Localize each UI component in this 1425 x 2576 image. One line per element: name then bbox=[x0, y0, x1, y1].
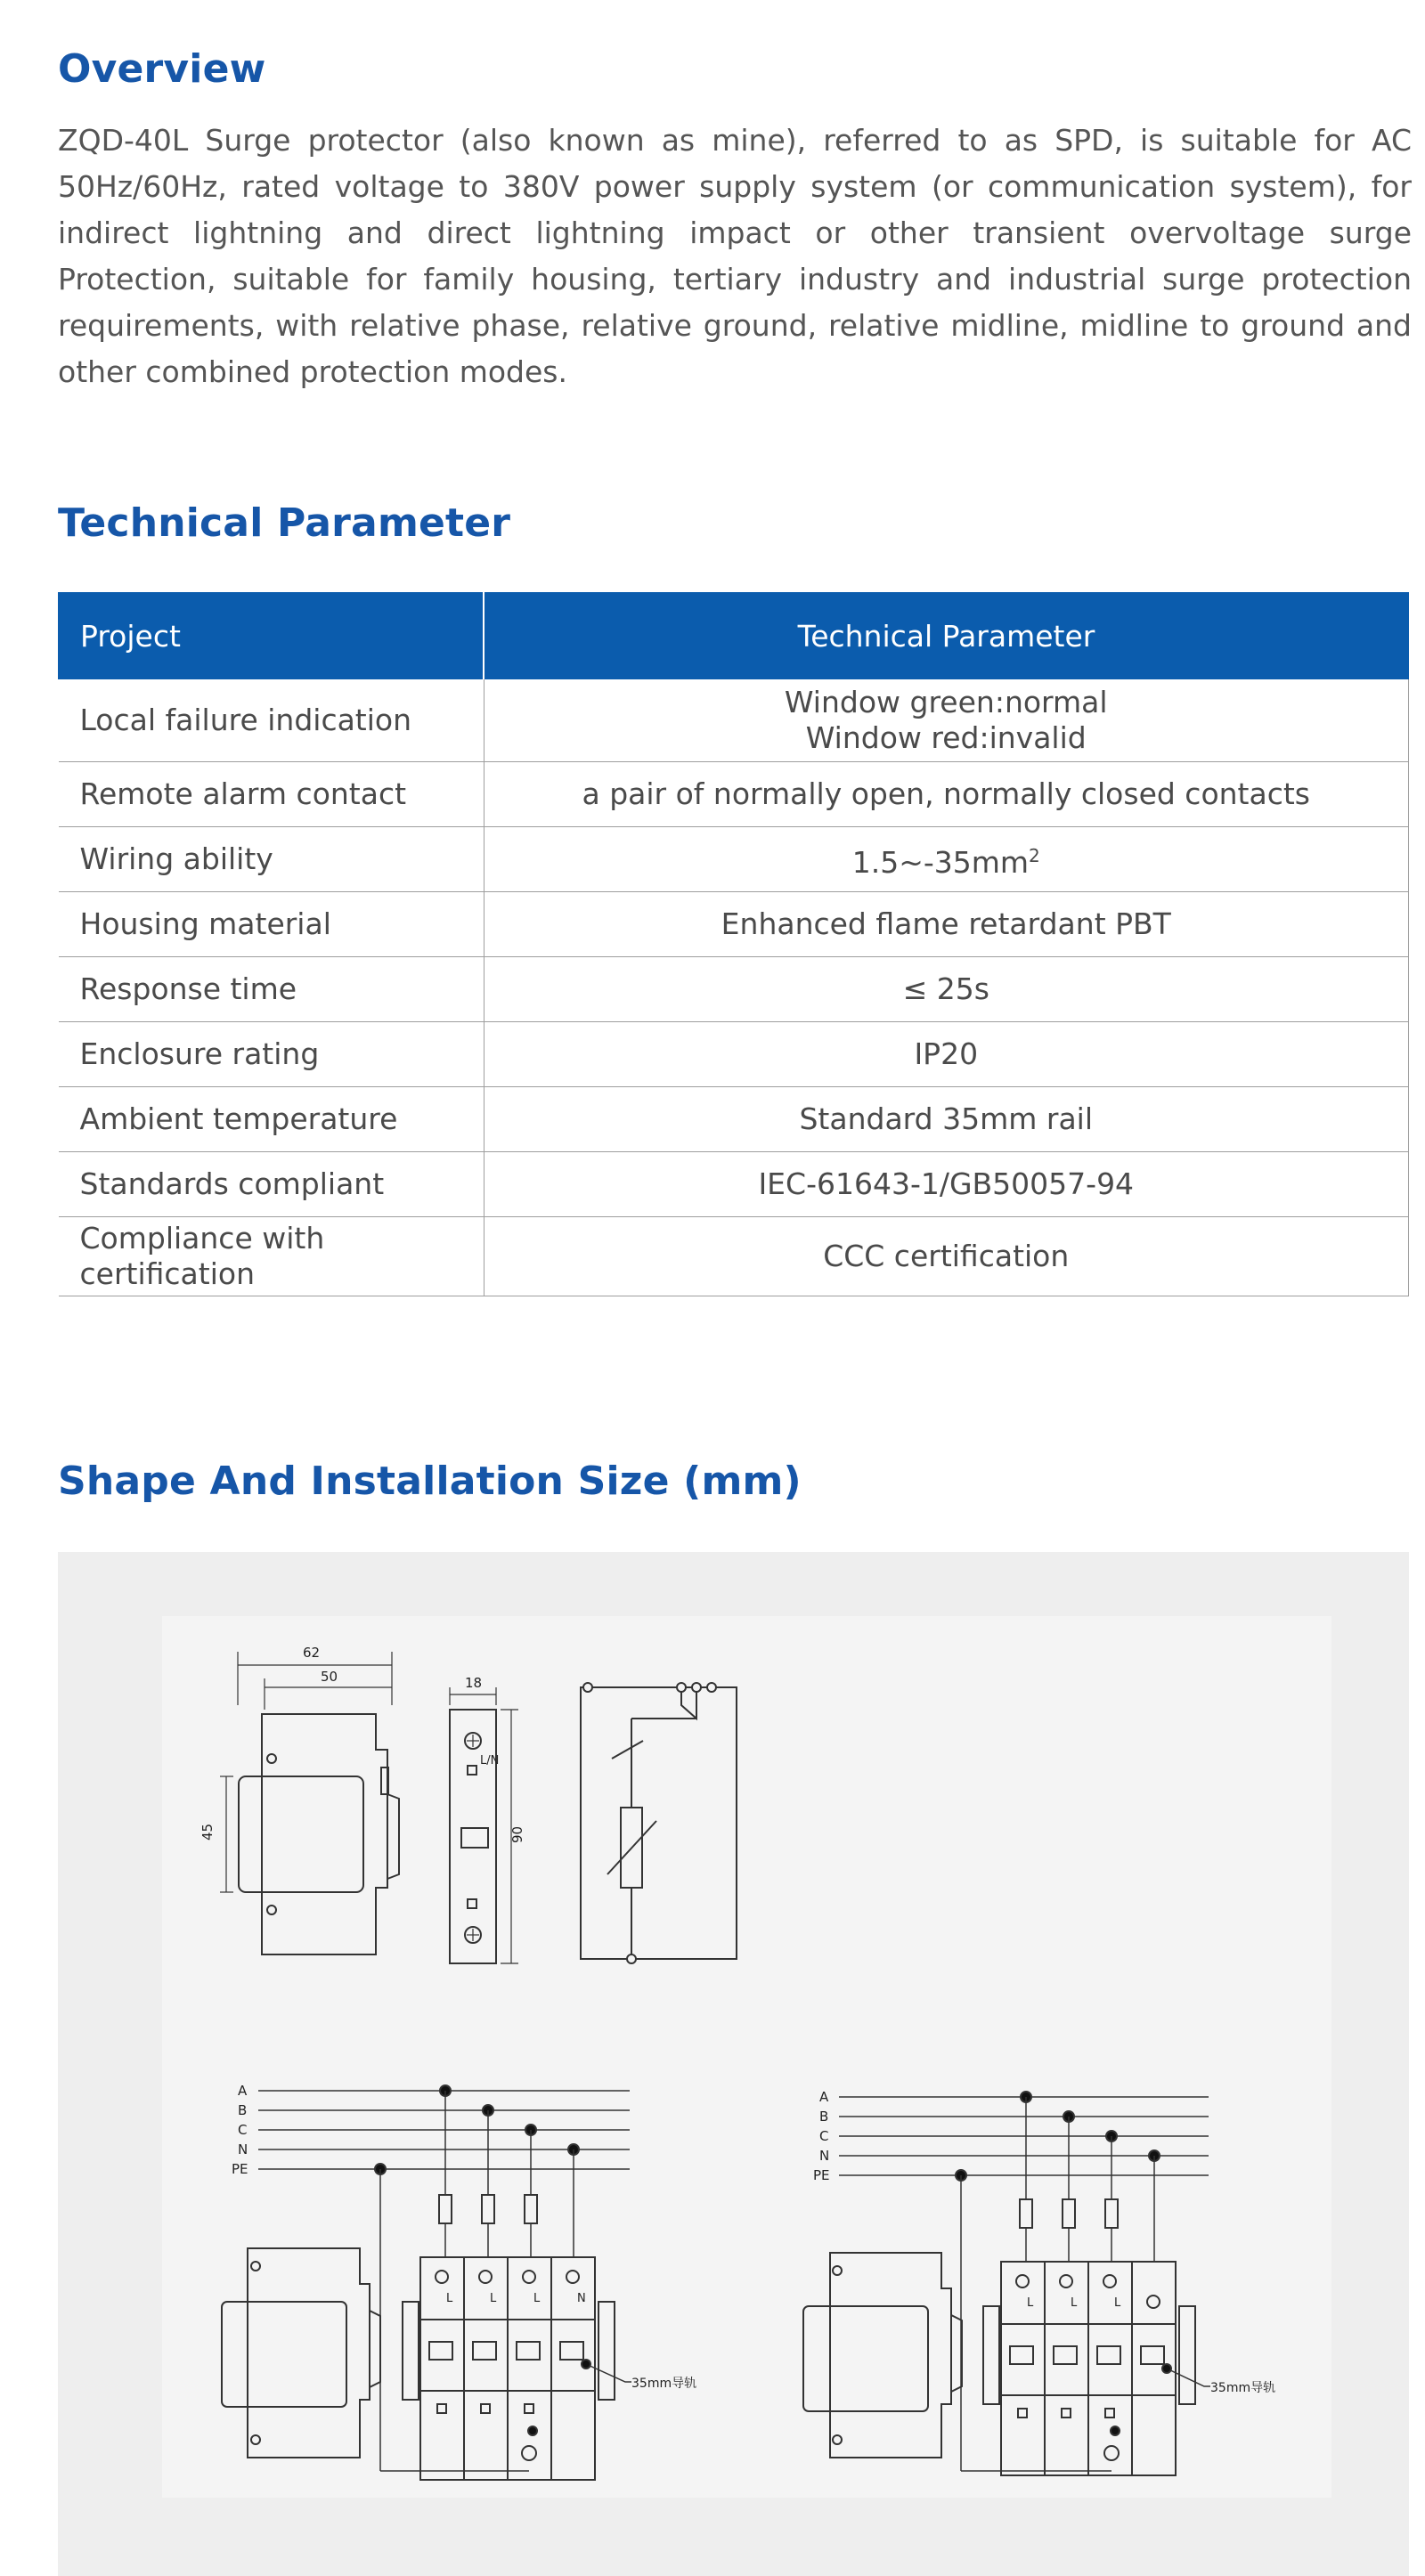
project-line: certification bbox=[79, 1256, 255, 1291]
row-project bbox=[59, 1217, 484, 1296]
line-label-c-right: C bbox=[819, 2128, 829, 2144]
table-row bbox=[59, 827, 1409, 892]
value-superscript: 2 bbox=[1029, 845, 1040, 866]
table-header-row bbox=[59, 593, 1409, 679]
module-label-l3: L bbox=[533, 2292, 541, 2305]
technical-parameter-table bbox=[58, 592, 1409, 1296]
schematic bbox=[581, 1683, 737, 1963]
row-value: a pair of normally open, normally closed contacts bbox=[484, 762, 1409, 827]
header-project: Project bbox=[59, 593, 484, 679]
row-project: Enclosure rating bbox=[59, 1022, 484, 1087]
value-line: Window red:invalid bbox=[805, 720, 1087, 755]
dim-90-label: 90 bbox=[509, 1825, 525, 1843]
row-project: Response time bbox=[59, 957, 484, 1022]
line-label-pe: PE bbox=[232, 2161, 248, 2177]
table-row bbox=[59, 892, 1409, 957]
ln-label: L/N bbox=[480, 1754, 500, 1767]
front-view bbox=[200, 1645, 399, 1954]
row-project: Housing material bbox=[59, 892, 484, 957]
installation-drawing bbox=[162, 1616, 1331, 2498]
line-label-a: A bbox=[238, 2083, 248, 2099]
dim-50-label: 50 bbox=[321, 1669, 338, 1685]
table-row bbox=[59, 957, 1409, 1022]
table-row bbox=[59, 1217, 1409, 1296]
overview-paragraph: ZQD-40L Surge protector (also known as mine), referred to as SPD, is suitable for AC 50Hz/60Hz, rated voltage to 380V power supply system (or communication system), for indirect lightning and direct lightning impact or other transient overvoltage surge Protection, suitable for family housing, tertiary industry and industrial surge protection requirements, with relative phase, relative ground, relative midline, midline to ground and other combined protection modes. bbox=[58, 123, 1412, 389]
value-text: 1.5~-35mm bbox=[851, 845, 1030, 880]
row-value: Standard 35mm rail bbox=[484, 1087, 1409, 1152]
wiring-diagram-left bbox=[222, 2083, 696, 2480]
row-value bbox=[484, 679, 1409, 762]
row-project: Local failure indication bbox=[59, 679, 484, 762]
row-value: Enhanced flame retardant PBT bbox=[484, 892, 1409, 957]
line-label-a-right: A bbox=[819, 2089, 829, 2105]
dim-18-label: 18 bbox=[465, 1675, 483, 1691]
table-row bbox=[59, 1152, 1409, 1217]
table-row bbox=[59, 1087, 1409, 1152]
table-row bbox=[59, 1022, 1409, 1087]
rail-label-left: 35mm导轨 bbox=[631, 2377, 697, 2391]
line-label-b: B bbox=[238, 2102, 248, 2118]
row-value: CCC certification bbox=[484, 1217, 1409, 1296]
line-label-pe-right: PE bbox=[813, 2167, 830, 2183]
row-value: ≤ 25s bbox=[484, 957, 1409, 1022]
line-label-c: C bbox=[238, 2122, 248, 2138]
module-label-n: N bbox=[577, 2292, 586, 2305]
row-value: IEC-61643-1/GB50057-94 bbox=[484, 1152, 1409, 1217]
value-line: Window green:normal bbox=[784, 685, 1108, 719]
row-project: Remote alarm contact bbox=[59, 762, 484, 827]
line-label-n: N bbox=[238, 2141, 248, 2158]
module-label-r2: L bbox=[1071, 2296, 1078, 2310]
module-label-l2: L bbox=[490, 2292, 497, 2305]
module-label-l1: L bbox=[446, 2292, 453, 2305]
side-view bbox=[450, 1675, 525, 1963]
wiring-diagram-right bbox=[803, 2089, 1275, 2475]
technical-parameter-heading: Technical Parameter bbox=[58, 500, 511, 546]
dim-45-label: 45 bbox=[200, 1823, 216, 1841]
module-label-r1: L bbox=[1027, 2296, 1034, 2310]
row-value: IP20 bbox=[484, 1022, 1409, 1087]
table-row bbox=[59, 762, 1409, 827]
line-label-n-right: N bbox=[819, 2148, 830, 2164]
row-project: Wiring ability bbox=[59, 827, 484, 892]
table-row bbox=[59, 679, 1409, 762]
rail-label-right: 35mm导轨 bbox=[1210, 2381, 1276, 2395]
module-label-r3: L bbox=[1114, 2296, 1121, 2310]
project-line: Compliance with bbox=[79, 1221, 325, 1255]
row-value bbox=[484, 827, 1409, 892]
row-project: Standards compliant bbox=[59, 1152, 484, 1217]
header-parameter: Technical Parameter bbox=[484, 593, 1409, 679]
shape-size-heading: Shape And Installation Size (mm) bbox=[58, 1459, 802, 1504]
dim-62-label: 62 bbox=[303, 1645, 321, 1661]
row-project: Ambient temperature bbox=[59, 1087, 484, 1152]
overview-heading: Overview bbox=[58, 46, 266, 92]
line-label-b-right: B bbox=[819, 2109, 829, 2125]
